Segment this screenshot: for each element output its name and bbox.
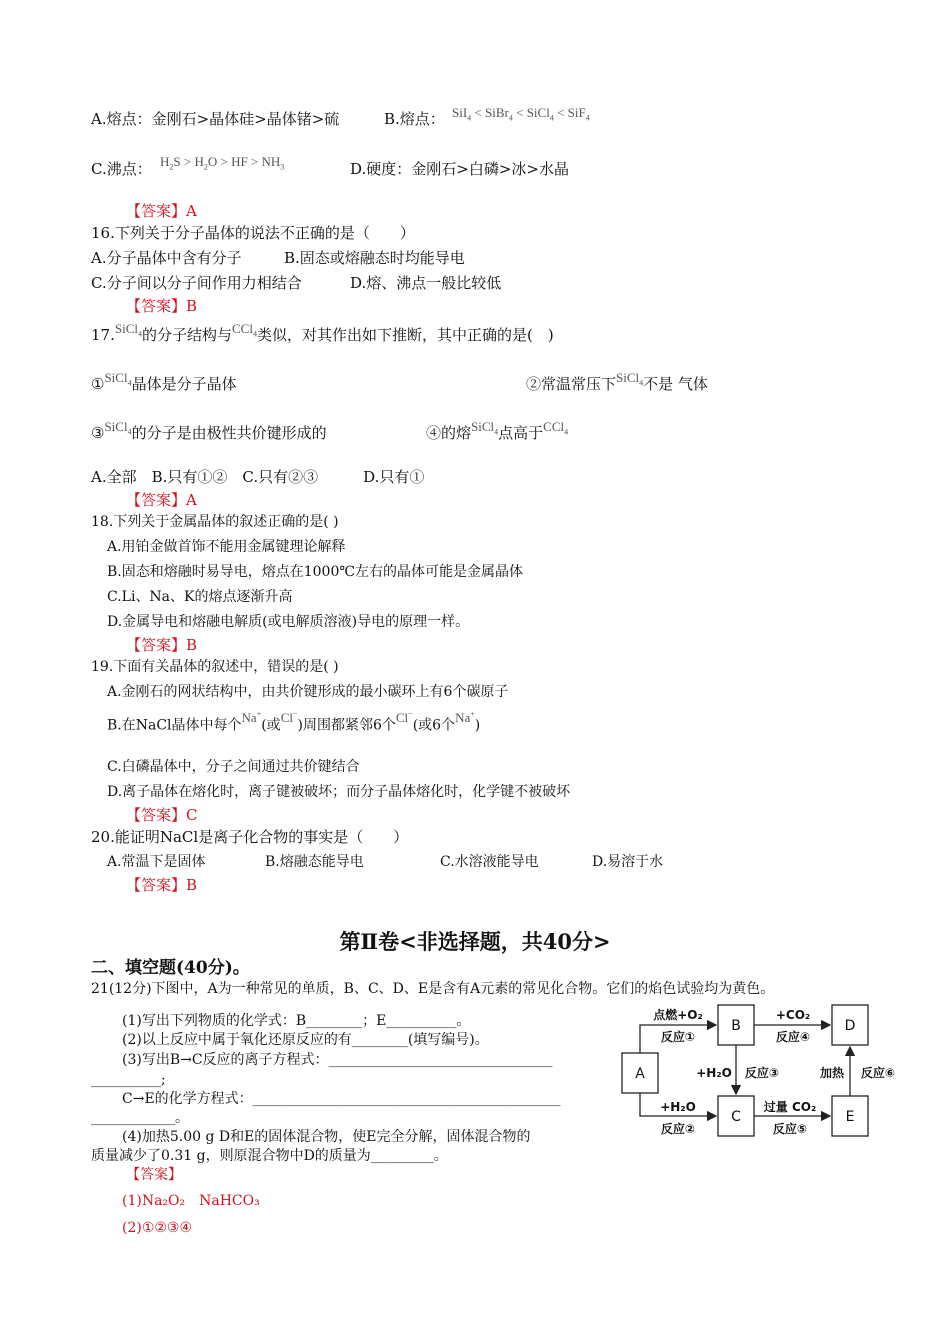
q21-part-3-cont: __________; (91, 1072, 166, 1088)
q18-stem: 18.下列关于金属晶体的叙述正确的是( ) (91, 514, 339, 530)
q20-answer: 【答案】B (126, 876, 198, 894)
q21-part-1: (1)写出下列物质的化学式：B________；E__________。 (122, 1013, 471, 1029)
q16-option-c: C.分子间以分子间作用力相结合 (91, 274, 302, 292)
q17-answer: 【答案】A (126, 491, 197, 509)
label-bc-left: +H₂O (696, 1066, 732, 1080)
q21-part-4: (4)加热5.00 g D和E的固体混合物，使E完全分解，固体混合物的 (122, 1129, 531, 1145)
q17-stem: 17.SiCl$_4$的分子结构与CCl$_4$类似，对其作出如下推断，其中正确的是( ) (91, 321, 554, 344)
q15-answer: 【答案】A (126, 202, 197, 220)
q18-answer: 【答案】B (126, 636, 198, 654)
label-bd-bot: 反应④ (775, 1030, 811, 1044)
q21-part-3: (3)写出B→C反应的离子方程式：________________________________ (122, 1052, 553, 1068)
reaction-diagram (620, 1003, 910, 1145)
q16-stem: 16.下列关于分子晶体的说法不正确的是（ ） (91, 224, 415, 242)
q16-answer: 【答案】B (126, 297, 198, 315)
q15-formula-c: $H_2S > H_2O$ > HF > $NH_3$ (160, 154, 285, 172)
q18-option-a: A.用铂金做首饰不能用金属键理论解释 (107, 539, 346, 555)
q21-part-3b: C→E的化学方程式：____________________________________________ (122, 1091, 561, 1107)
q17-statement-2: ②常温常压下SiCl$_4$不是 气体 (526, 370, 708, 393)
q21-part-4-cont: 质量减少了0.31 g，则原混合物中D的质量为_________。 (91, 1148, 448, 1164)
q17-statement-3: ③SiCl$_4$的分子是由极性共价键形成的 (91, 419, 327, 442)
q21-part-2: (2)以上反应中属于氧化还原反应的有________(填写编号)。 (122, 1032, 489, 1048)
label-ac-top: +H₂O (660, 1100, 696, 1114)
label-ab-top: 点燃+O₂ (653, 1008, 703, 1022)
label-ed-left: 加热 (819, 1066, 845, 1080)
q18-option-c: C.Li、Na、K的熔点逐渐升高 (107, 589, 293, 605)
q17-options: A.全部 B.只有①② C.只有②③ D.只有① (91, 468, 425, 486)
section-heading: 二、填空题(40分)。 (91, 958, 250, 978)
q15-option-b: B.熔点： (384, 110, 445, 128)
q19-option-d: D.离子晶体在熔化时，离子键被破坏；而分子晶体熔化时，化学键不被破坏 (107, 784, 571, 800)
q19-answer: 【答案】C (126, 806, 198, 824)
label-ed-right: 反应⑥ (860, 1066, 896, 1080)
node-d: D (844, 1018, 856, 1034)
q16-option-b: B.固态或熔融态时均能导电 (284, 249, 465, 267)
q16-option-d: D.熔、沸点一般比较低 (350, 274, 502, 292)
q19-stem: 19.下面有关晶体的叙述中，错误的是( ) (91, 659, 339, 675)
label-ce-top: 过量 CO₂ (763, 1100, 817, 1114)
q17-statement-1: ①SiCl$_4$晶体是分子晶体 (91, 370, 237, 393)
q15-formula-b: SiI$_4$ < SiBr$_4$ < SiCl$_4$ < SiF$_4$ (452, 105, 590, 123)
q21-answer-2: (2)①②③④ (122, 1220, 193, 1236)
label-ac-bot: 反应② (660, 1122, 696, 1136)
node-a: A (635, 1066, 645, 1082)
q20-option-a: A.常温下是固体 (107, 854, 206, 870)
q15-option-c: C.沸点： (91, 160, 152, 178)
q15-option-a: A.熔点：金刚石>晶体硅>晶体锗>硫 (91, 110, 340, 128)
q21-answer-1: (1)Na₂O₂ NaHCO₃ (122, 1193, 260, 1209)
label-ab-bot: 反应① (660, 1030, 696, 1044)
q20-option-b: B.熔融态能导电 (265, 854, 364, 870)
q21-stem: 21(12分)下图中，A为一种常见的单质，B、C、D、E是含有A元素的常见化合物。它们的焰色试验均为黄色。 (91, 981, 775, 997)
node-b: B (731, 1018, 741, 1034)
q20-option-c: C.水溶液能导电 (440, 854, 539, 870)
part2-title: 第Ⅱ卷<非选择题，共40分> (339, 929, 611, 954)
q21-part-3b-cont: ____________。 (91, 1110, 189, 1126)
q19-option-c: C.白磷晶体中，分子之间通过共价键结合 (107, 759, 360, 775)
node-e: E (845, 1109, 855, 1125)
label-bc-right: 反应③ (744, 1066, 780, 1080)
q20-stem: 20.能证明NaCl是离子化合物的事实是（ ） (91, 828, 409, 846)
node-c: C (731, 1109, 741, 1125)
q18-option-d: D.金属导电和熔融电解质(或电解质溶液)导电的原理一样。 (107, 614, 470, 630)
q17-statement-4: ④的熔SiCl$_4$点高于CCl$_4$ (426, 419, 569, 442)
label-ce-bot: 反应⑤ (772, 1122, 808, 1136)
q19-option-a: A.金刚石的网状结构中，由共价键形成的最小碳环上有6个碳原子 (107, 684, 509, 700)
q15-option-d: D.硬度：金刚石>白磷>冰>水晶 (350, 160, 569, 178)
label-bd-top: +CO₂ (775, 1008, 811, 1022)
q16-option-a: A.分子晶体中含有分子 (91, 249, 242, 267)
q21-answer-tag: 【答案】 (126, 1167, 182, 1183)
q20-option-d: D.易溶于水 (592, 854, 664, 870)
q19-option-b: B.在NaCl晶体中每个Na+(或Cl−)周围都紧邻6个Cl−(或6个Na+) (107, 710, 481, 734)
q18-option-b: B.固态和熔融时易导电，熔点在1000℃左右的晶体可能是金属晶体 (107, 564, 524, 580)
